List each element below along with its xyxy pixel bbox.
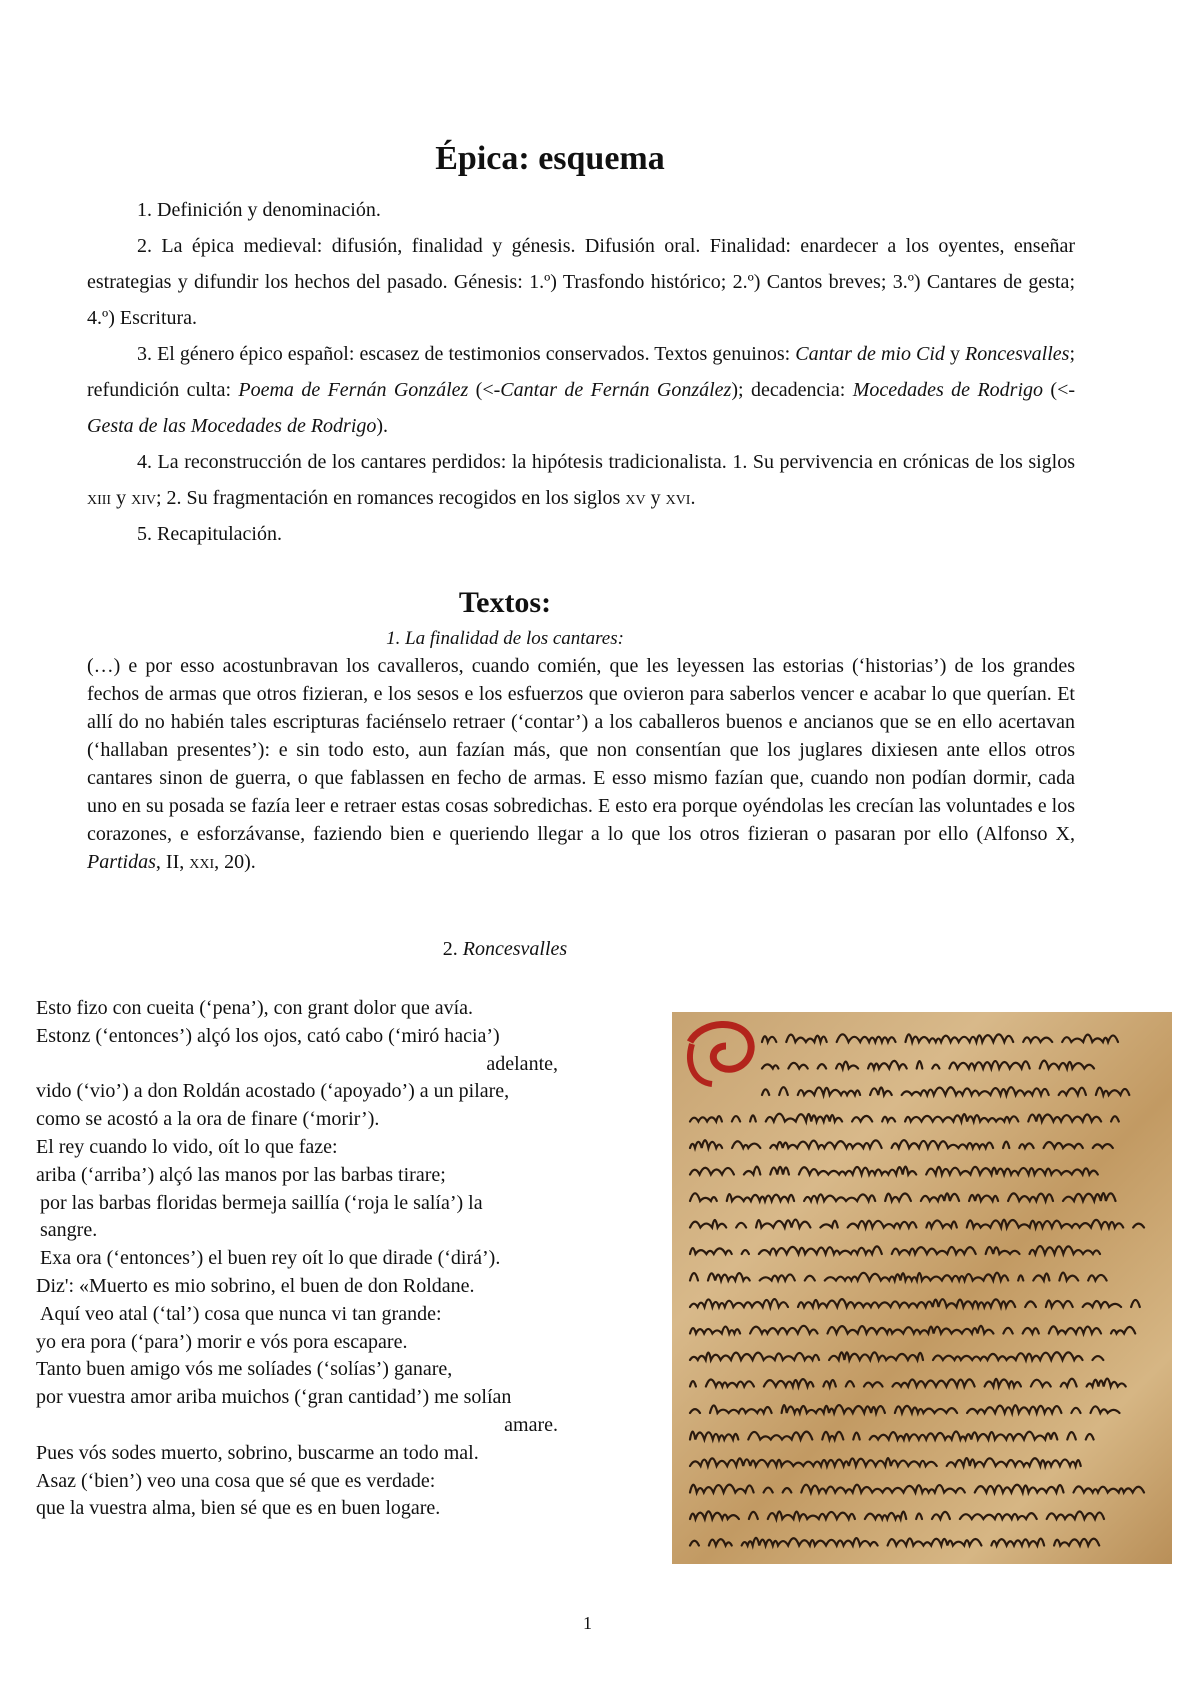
script-stroke [690,1538,1099,1546]
script-stroke [690,1352,1113,1360]
poem-line-continuation: sangre. [40,1219,98,1242]
poem-line: Aquí veo atal (‘tal’) cosa que nunca vi tan grande: [40,1302,442,1325]
texts-heading: Textos: [458,586,552,619]
manuscript-image [672,1012,1172,1564]
text2-heading: 2. Roncesvalles [442,938,568,960]
outline-item-5: 5. Recapitulación. [137,523,282,545]
poem-line: por vuestra amor ariba muichos (‘gran cantidad’) me solían [36,1386,512,1409]
poem-line: Exa ora (‘entonces’) el buen rey oít lo que dirade (‘dirá’). [40,1247,501,1270]
script-stroke [690,1246,1110,1254]
poem-line: Estonz (‘entonces’) alçó los ojos, cató cabo (‘miró hacia’) [36,1024,500,1047]
script-stroke [690,1405,1120,1413]
page-number: 1 [583,1613,592,1633]
poem-line: como se acostó a la ora de finare (‘morir’). [36,1108,380,1131]
script-stroke [690,1140,1113,1148]
script-stroke [762,1034,1118,1042]
outline-item-2: 2. La épica medieval: difusión, finalidad y génesis. Difusión oral. Finalidad: enardecer a los oyentes, enseñar estrategias y difundir los hechos del pasado. Génesis: 1.º) Trasfondo histórico; 2.º) Cantos breves; 3.º) Cantares de gesta; 4.º) Escritura. [87,235,1075,329]
outline-item-1: 1. Definición y denominación. [137,199,381,221]
outline-item-4: 4. La reconstrucción de los cantares perdidos: la hipótesis tradicionalista. 1. Su pervivencia en crónicas de los siglos xiii y xiv; 2. Su fragmentación en romances recogidos en los siglos xv y xvi. [87,451,1075,509]
script-stroke [690,1299,1140,1307]
script-stroke [690,1511,1114,1519]
poem-line-continuation: adelante, [486,1052,558,1075]
poem-line: ariba (‘arriba’) alçó las manos por las barbas tirare; [36,1163,446,1186]
poem-line: yo era pora (‘para’) morir e vós pora escapare. [36,1330,408,1353]
poem-line: vido (‘vio’) a don Roldán acostado (‘apoyado’) a un pilare, [36,1080,510,1103]
poem-line: Asaz (‘bien’) veo una cosa que sé que es verdade: [36,1469,436,1492]
script-stroke [690,1193,1126,1201]
text1-heading: 1. La finalidad de los cantares: [386,628,624,649]
script-stroke [690,1379,1126,1387]
poem-line: Tanto buen amigo vós me solíades (‘solías’) ganare, [36,1358,453,1381]
script-stroke [690,1432,1094,1440]
poem-line-continuation: amare. [504,1413,558,1436]
script-stroke [690,1273,1107,1281]
poem-line: Esto fizo con cueita (‘pena’), con grant dolor que avía. [36,997,474,1019]
poem-line: por las barbas floridas bermeja saillía (‘roja le salía’) la [40,1191,483,1214]
script-stroke [762,1061,1094,1069]
script-stroke [690,1326,1135,1334]
poem-line: que la vuestra alma, bien sé que es en buen logare. [36,1497,441,1520]
poem-line: El rey cuando lo vido, oít lo que faze: [36,1135,338,1158]
outline-section [87,192,1075,552]
script-stroke [690,1167,1098,1175]
outline-item-3: 3. El género épico español: escasez de testimonios conservados. Textos genuinos: Cantar de mio Cid y Roncesvalles; refundición culta: Poema de Fernán González (<-Cantar de Fernán González); decadencia: Mocedades de Rodrigo (<-Gesta de las Mocedades de Rodrigo). [87,343,1076,437]
script-stroke [690,1220,1144,1228]
script-stroke [690,1458,1091,1466]
poem-line: Diz': «Muerto es mio sobrino, el buen de don Roldane. [36,1274,475,1297]
manuscript-icon [672,1012,1172,1564]
text1-body: (…) e por esso acostunbravan los cavalleros, cuando comién, que les leyessen las estorias (‘historias’) de los grandes fechos de armas que otros fizieran, e los sesos e los esfuerzos que ovieron para saberlos vencer e acabar lo que querían. Et allí do no habién tales escripturas faciénselo retraer (‘contar’) a los caballeros buenos e ancianos que se en ello acertavan (‘hallaban presentes’): e sin todo esto, aun fazían más, que non consentían que los juglares dixiesen ante ellos otros cantares sinon de guerra, o que fablassen en fecho de armas. E esso mismo fazían que, cuando non podían dormir, cada uno en su posada se fazía leer e retraer estas cosas sobredichas. E esto era porque oyéndolas les crecían las voluntades e los corazones, e esforzávanse, faziendo bien e queriendo llegar a lo que los otros fizieran o pasaran por ello (Alfonso X, Partidas, II, xxi, 20). [87,655,1075,873]
script-stroke [690,1114,1129,1122]
script-stroke [762,1087,1139,1095]
poem [36,995,648,1523]
script-stroke [690,1485,1144,1493]
page-title: Épica: esquema [435,140,665,177]
poem-line: Pues vós sodes muerto, sobrino, buscarme an todo mal. [36,1441,479,1464]
